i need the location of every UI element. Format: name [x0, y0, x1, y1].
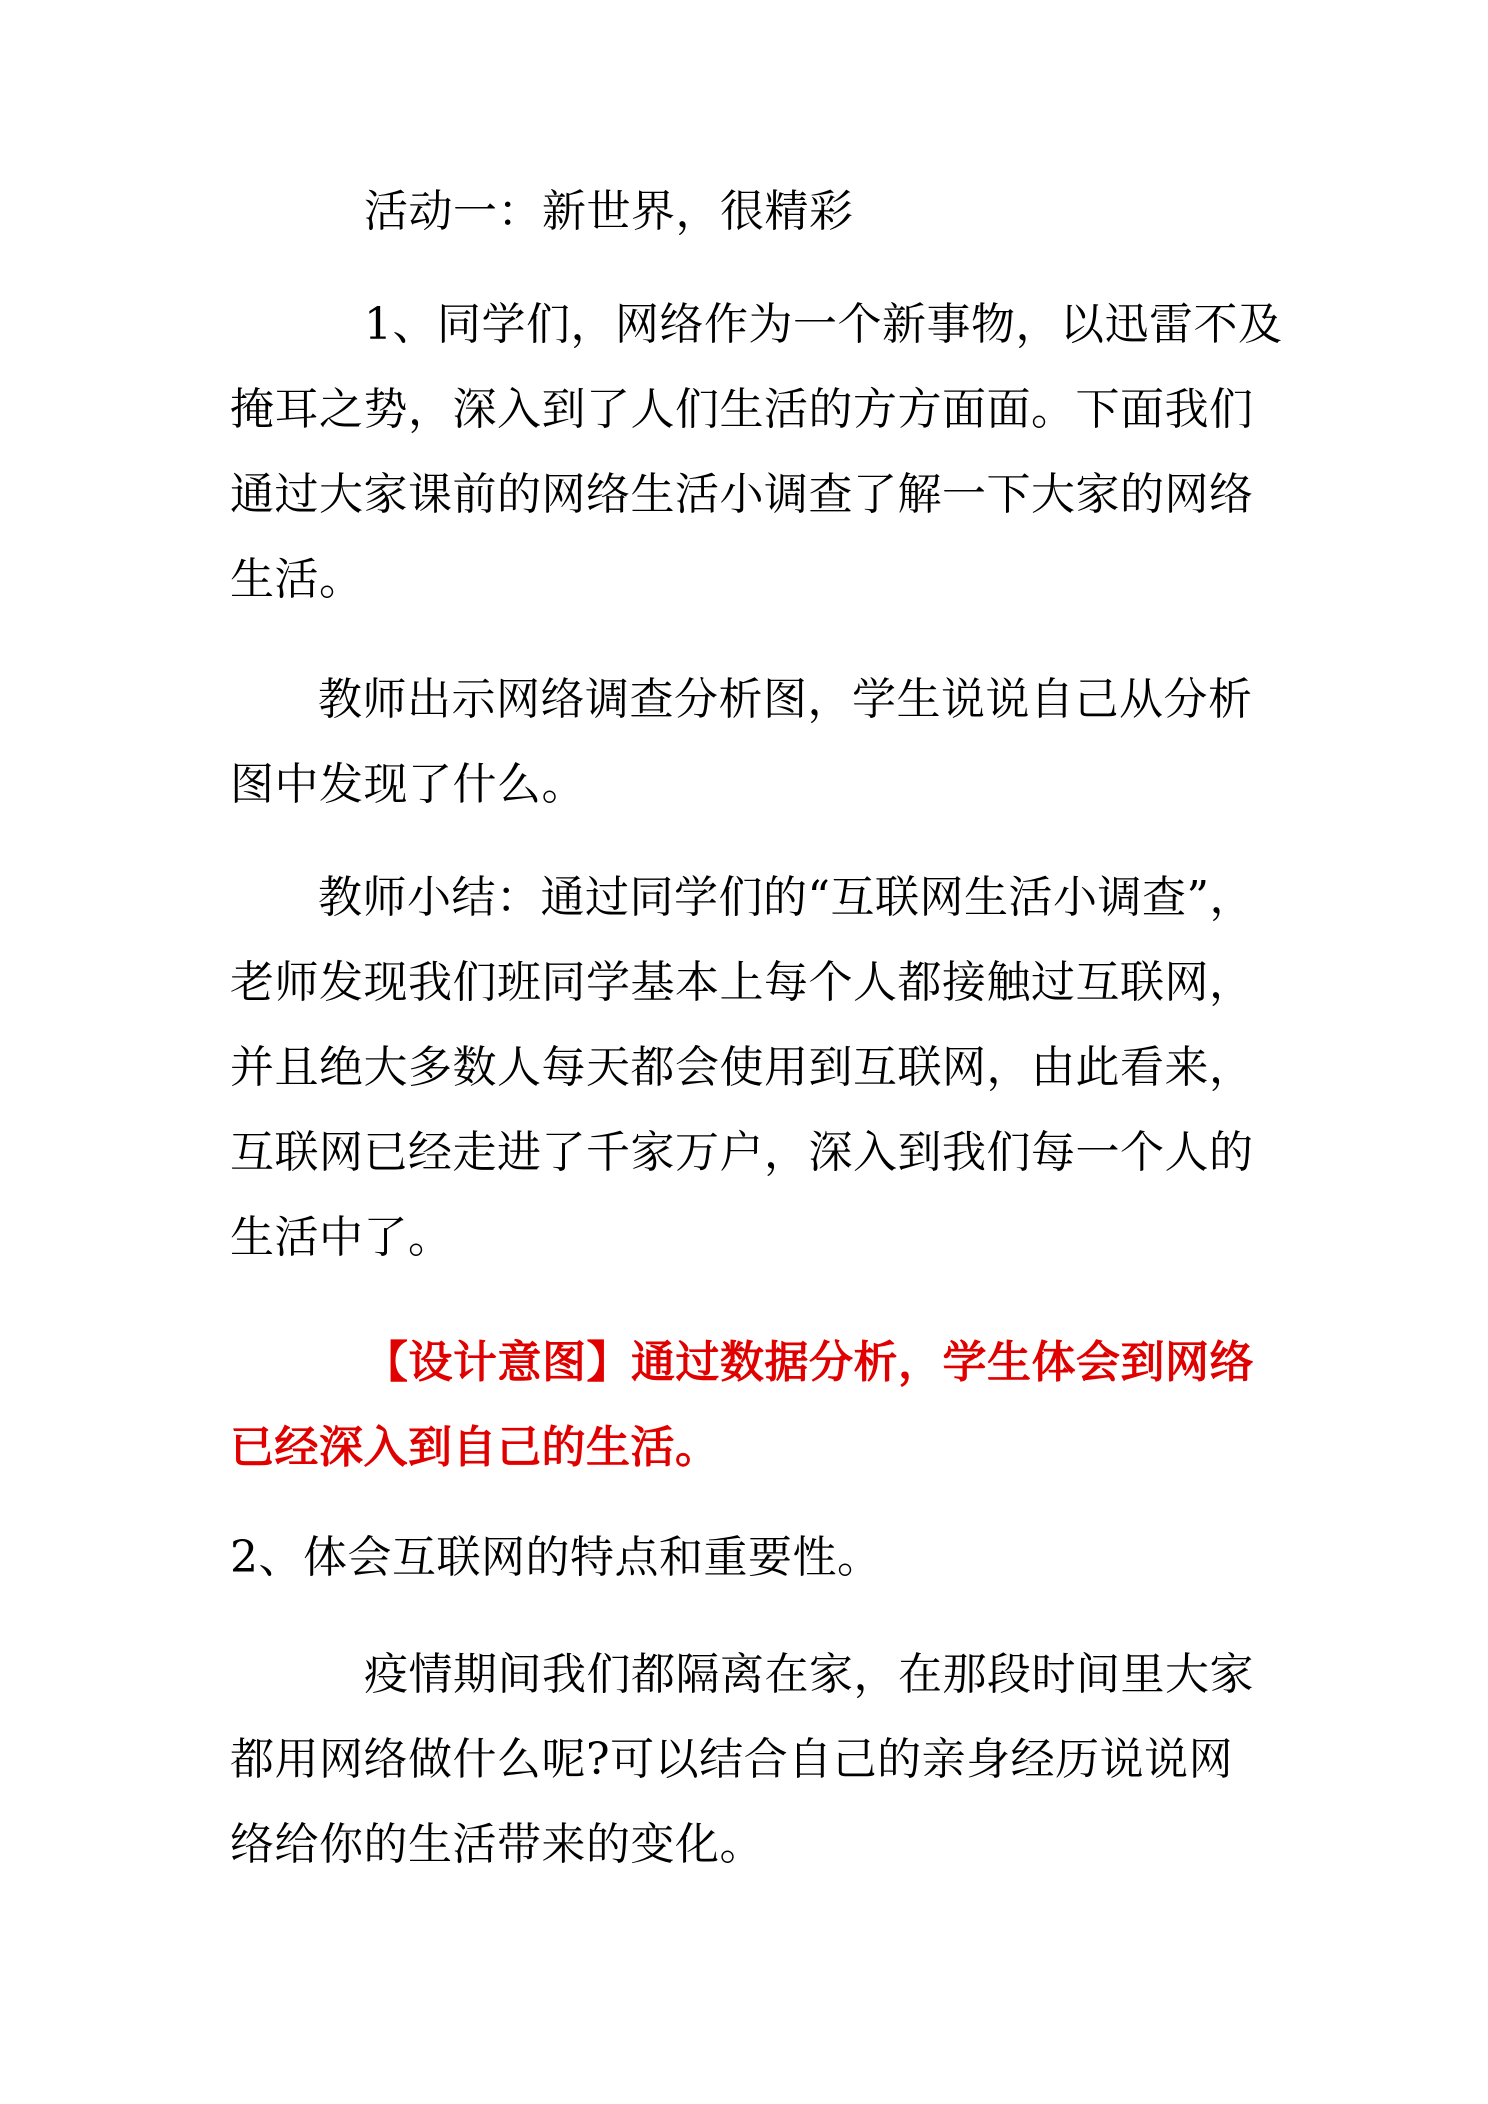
- paragraph-3-line-1: 教师小结：通过同学们的“互联网生活小调查”，: [318, 872, 1254, 923]
- design-intent-line-1: 【设计意图】通过数据分析，学生体会到网络: [364, 1337, 1254, 1388]
- paragraph-2-line-1: 教师出示网络调查分析图，学生说说自己从分析: [318, 674, 1253, 725]
- design-intent-line-2: 已经深入到自己的生活。: [230, 1422, 720, 1473]
- paragraph-1-line-1: 1、同学们，网络作为一个新事物，以迅雷不及: [364, 299, 1283, 350]
- paragraph-1-line-4: 生活。: [230, 554, 364, 605]
- paragraph-1-line-3: 通过大家课前的网络生活小调查了解一下大家的网络: [230, 469, 1254, 520]
- paragraph-1-line-2: 掩耳之势，深入到了人们生活的方方面面。下面我们: [230, 384, 1254, 435]
- paragraph-3-line-2: 老师发现我们班同学基本上每个人都接触过互联网，: [230, 957, 1254, 1008]
- paragraph-4-line-1: 疫情期间我们都隔离在家，在那段时间里大家: [364, 1649, 1254, 1700]
- paragraph-2-line-2: 图中发现了什么。: [230, 759, 586, 810]
- paragraph-3-line-4: 互联网已经走进了千家万户，深入到我们每一个人的: [230, 1127, 1254, 1178]
- section-2-title: 2、体会互联网的特点和重要性。: [230, 1532, 882, 1583]
- activity-heading: 活动一：新世界，很精彩: [364, 186, 854, 237]
- paragraph-4-line-3: 络给你的生活带来的变化。: [230, 1819, 764, 1870]
- paragraph-4-line-2: 都用网络做什么呢?可以结合自己的亲身经历说说网: [230, 1734, 1234, 1785]
- paragraph-3-line-5: 生活中了。: [230, 1212, 453, 1263]
- paragraph-3-line-3: 并且绝大多数人每天都会使用到互联网，由此看来，: [230, 1042, 1254, 1093]
